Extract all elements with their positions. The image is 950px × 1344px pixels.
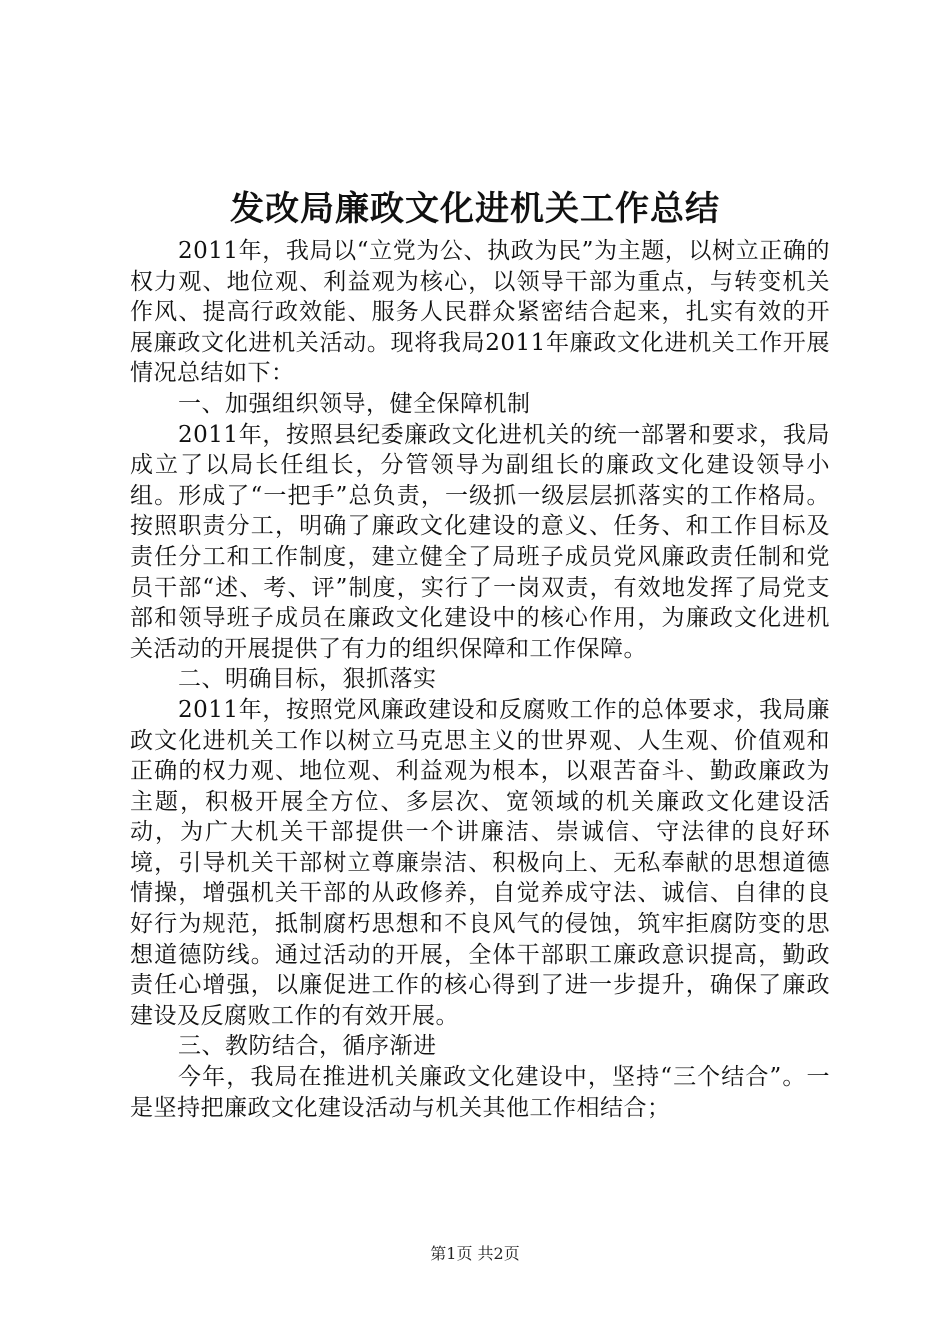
- section-heading-2: 二、明确目标，狠抓落实: [178, 666, 437, 693]
- paragraph-intro: 2011年，我局以“立党为公、执政为民”为主题，以树立正确的权力观、地位观、利益观为核心，以领导干部为重点，与转变机关作风、提高行政效能、服务人民群众紧密结合起来，扎实有效的开展廉政文化进机关活动。现将我局2011年廉政文化进机关工作开展情况总结如下：: [130, 238, 830, 387]
- section-heading-3: 三、教防结合，循序渐进: [178, 1033, 437, 1060]
- document-title: 发改局廉政文化进机关工作总结: [230, 189, 720, 229]
- section-heading-1: 一、加强组织领导，健全保障机制: [178, 390, 531, 417]
- paragraph-section-1: 2011年，按照县纪委廉政文化进机关的统一部署和要求，我局成立了以局长任组长，分管领导为副组长的廉政文化建设领导小组。形成了“一把手”总负责，一级抓一级层层抓落实的工作格局。按照职责分工，明确了廉政文化建设的意义、任务、和工作目标及责任分工和工作制度，建立健全了局班子成员党风廉政责任制和党员干部“述、考、评”制度，实行了一岗双责，有效地发挥了局党支部和领导班子成员在廉政文化建设中的核心作用，为廉政文化进机关活动的开展提供了有力的组织保障和工作保障。: [130, 421, 830, 662]
- paragraph-section-2: 2011年，按照党风廉政建设和反腐败工作的总体要求，我局廉政文化进机关工作以树立马克思主义的世界观、人生观、价值观和正确的权力观、地位观、利益观为根本，以艰苦奋斗、勤政廉政为主题，积极开展全方位、多层次、宽领域的机关廉政文化建设活动，为广大机关干部提供一个讲廉洁、崇诚信、守法律的良好环境，引导机关干部树立尊廉崇洁、积极向上、无私奉献的思想道德情操，增强机关干部的从政修养，自觉养成守法、诚信、自律的良好行为规范，抵制腐朽思想和不良风气的侵蚀，筑牢拒腐防变的思想道德防线。通过活动的开展，全体干部职工廉政意识提高，勤政责任心增强，以廉促进工作的核心得到了进一步提升，确保了廉政建设及反腐败工作的有效开展。: [130, 696, 830, 1029]
- paragraph-section-3: 今年，我局在推进机关廉政文化建设中，坚持“三个结合”。一是坚持把廉政文化建设活动与机关其他工作相结合；: [130, 1064, 830, 1121]
- document-body: [130, 236, 830, 1123]
- page-footer: 第1页 共2页: [430, 1244, 520, 1263]
